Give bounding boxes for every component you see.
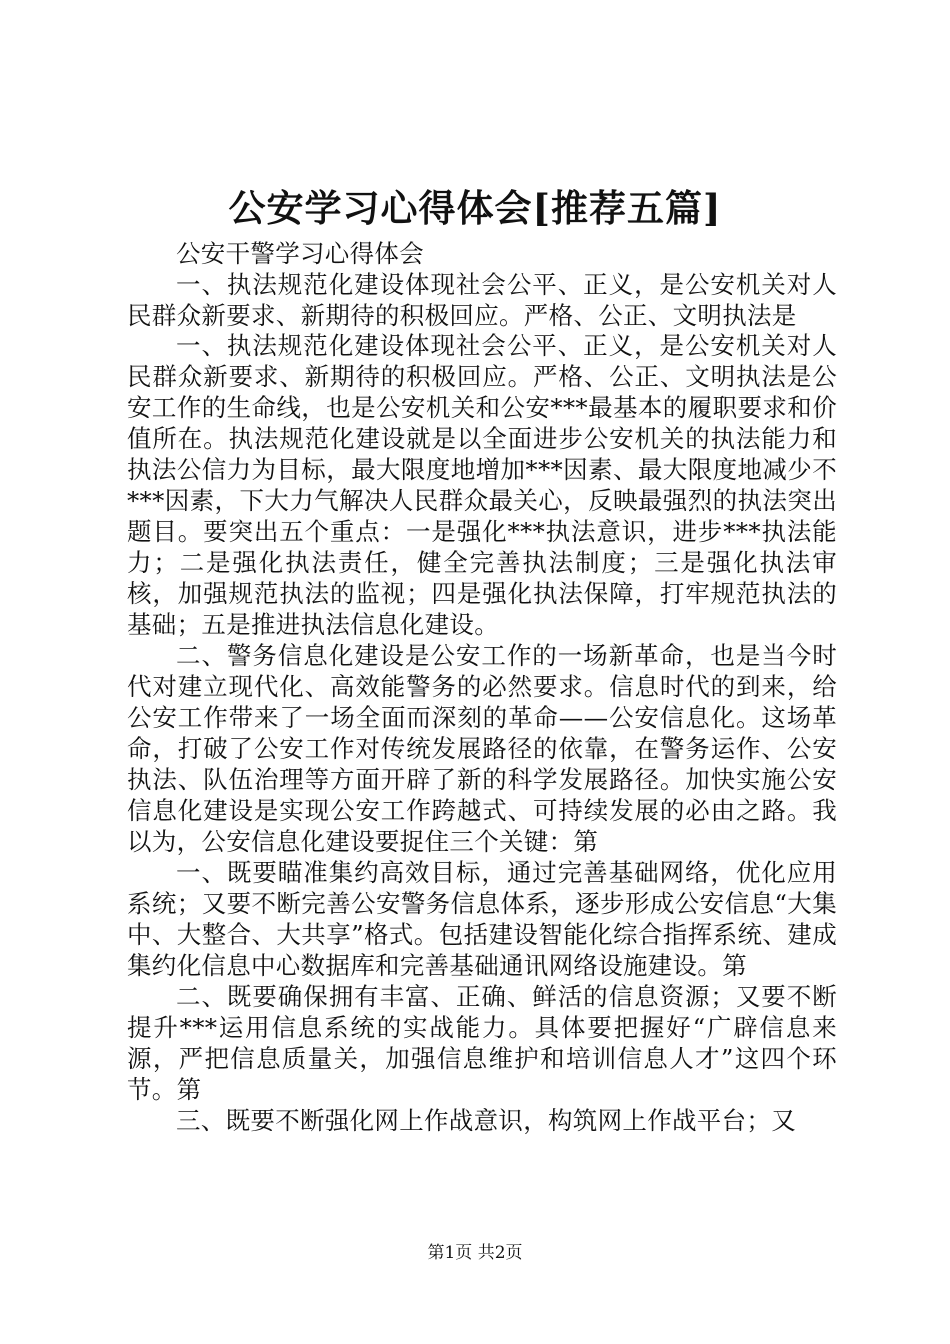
document-body [127, 238, 837, 1136]
paragraph: 一、执法规范化建设体现社会公平、正义，是公安机关对人民群众新要求、新期待的积极回应。严格、公正、文明执法是 [127, 270, 837, 330]
paragraph: 三、既要不断强化网上作战意识，构筑网上作战平台；又 [176, 1106, 796, 1135]
paragraph: 二、警务信息化建设是公安工作的一场新革命，也是当今时代对建立现代化、高效能警务的必然要求。信息时代的到来，给公安工作带来了一场全面而深刻的革命——公安信息化。这场革命，打破了公安工作对传统发展路径的依靠，在警务运作、公安执法、队伍治理等方面开辟了新的科学发展路径。加快实施公安信息化建设是实现公安工作跨越式、可持续发展的必由之路。我以为，公安信息化建设要捉住三个关键：第 [127, 641, 837, 856]
paragraph: 二、既要确保拥有丰富、正确、鲜活的信息资源；又要不断提升***运用信息系统的实战能力。具体要把握好“广辟信息来源，严把信息质量关，加强信息维护和培训信息人才”这四个环节。第 [127, 982, 837, 1104]
paragraph: 一、执法规范化建设体现社会公平、正义，是公安机关对人民群众新要求、新期待的积极回应。严格、公正、文明执法是公安工作的生命线，也是公安机关和公安***最基本的履职要求和价值所在。执法规范化建设就是以全面进步公安机关的执法能力和执法公信力为目标，最大限度地增加***因素、最大限度地减少不***因素，下大力气解决人民群众最关心，反映最强烈的执法突出题目。要突出五个重点：一是强化***执法意识，进步***执法能力；二是强化执法责任，健全完善执法制度；三是强化执法审核，加强规范执法的监视；四是强化执法保障，打牢规范执法的基础；五是推进执法信息化建设。 [127, 331, 837, 639]
subtitle-paragraph: 公安干警学习心得体会 [176, 239, 424, 268]
page-footer: 第1页 共2页 [427, 1243, 523, 1263]
paragraph: 一、既要瞄准集约高效目标，通过完善基础网络，优化应用系统；又要不断完善公安警务信息体系，逐步形成公安信息“大集中、大整合、大共享”格式。包括建设智能化综合指挥系统、建成集约化信息中心数据库和完善基础通讯网络设施建设。第 [127, 858, 837, 980]
document-title: 公安学习心得体会[推荐五篇] [228, 186, 722, 230]
